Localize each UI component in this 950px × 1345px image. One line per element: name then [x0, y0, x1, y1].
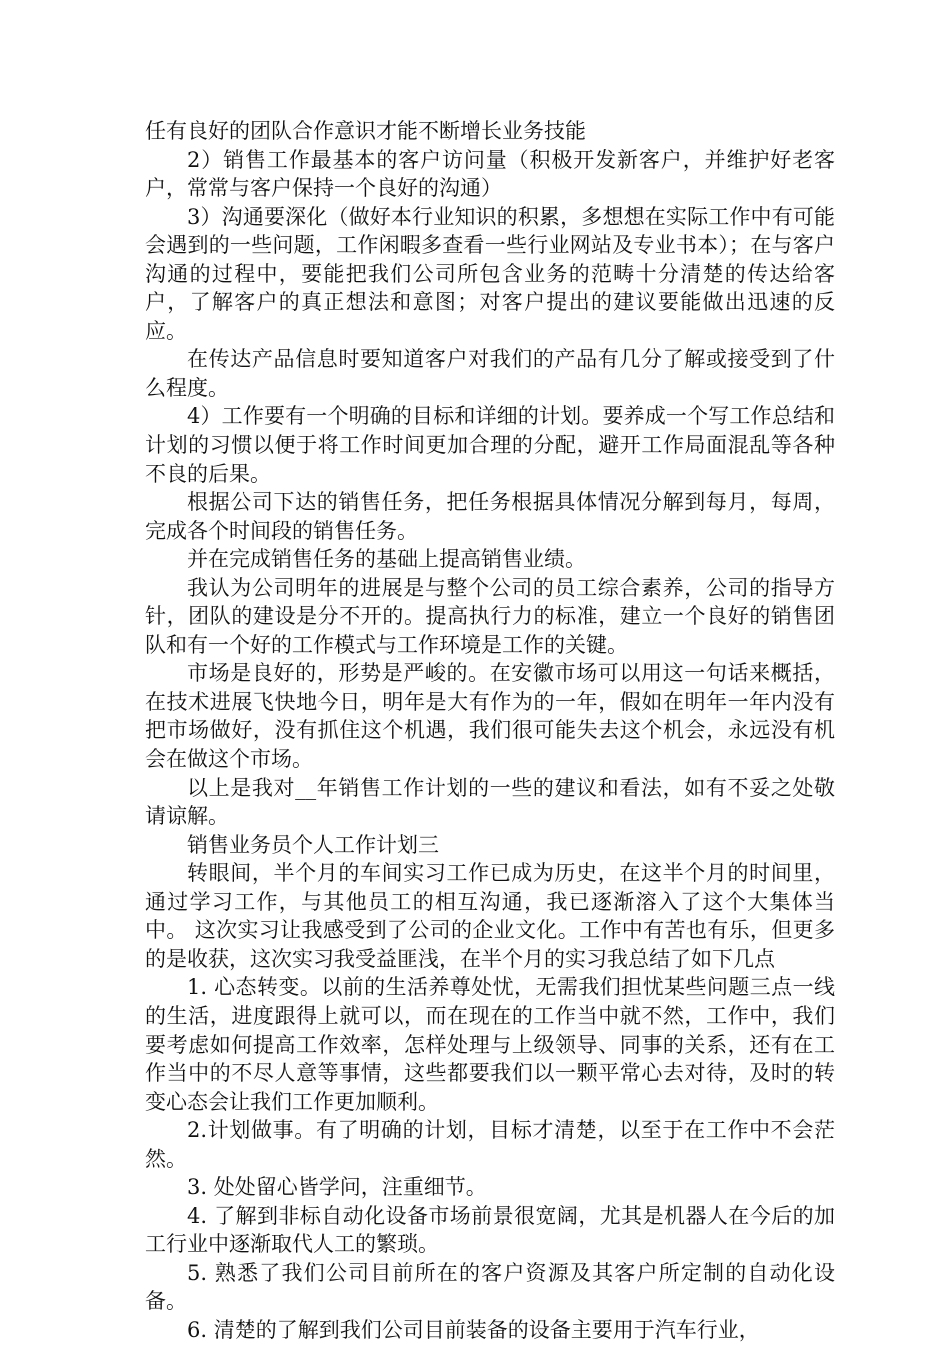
- paragraph: 以上是我对__年销售工作计划的一些的建议和看法，如有不妥之处敬请谅解。: [145, 775, 835, 829]
- paragraph: 6. 清楚的了解到我们公司目前装备的设备主要用于汽车行业，: [187, 1317, 760, 1342]
- paragraph: 3）沟通要深化（做好本行业知识的积累，多想想在实际工作中有可能会遇到的一些问题，工作闲暇多查看一些行业网站及专业书本）；在与客户沟通的过程中，要能把我们公司所包含业务的范畴十分清楚的传达给客户，了解客户的真正想法和意图；对客户提出的建议要能做出迅速的反应。: [145, 204, 835, 343]
- paragraph: 1. 心态转变。以前的生活养尊处忧，无需我们担忧某些问题三点一线的生活，进度跟得上就可以，而在现在的工作当中就不然，工作中，我们要考虑如何提高工作效率，怎样处理与上级领导、同事的关系，还有在工作当中的不尽人意等事情，这些都要我们以一颗平常心去对待，及时的转变心态会让我们工作更加顺利。: [145, 975, 835, 1114]
- paragraph: 销售业务员个人工作计划三: [187, 832, 439, 857]
- paragraph: 转眼间，半个月的车间实习工作已成为历史，在这半个月的时间里，通过学习工作，与其他员工的相互沟通，我已逐渐溶入了这个大集体当中。 这次实习让我感受到了公司的企业文化。工作中有苦也有乐，但更多的是收获，这次实习我受益匪浅，在半个月的实习我总结了如下几点: [145, 861, 835, 971]
- paragraph: 3. 处处留心皆学问，注重细节。: [187, 1175, 487, 1200]
- paragraph: 我认为公司明年的进展是与整个公司的员工综合素养，公司的指导方针，团队的建设是分不开的。提高执行力的标准，建立一个良好的销售团队和有一个好的工作模式与工作环境是工作的关键。: [145, 575, 835, 657]
- paragraph: 任有良好的团队合作意识才能不断增长业务技能: [145, 119, 586, 143]
- paragraph: 4）工作要有一个明确的目标和详细的计划。要养成一个写工作总结和计划的习惯以便于将工作时间更加合理的分配，避开工作局面混乱等各种不良的后果。: [145, 404, 835, 486]
- paragraph: 根据公司下达的销售任务，把任务根据具体情况分解到每月，每周，完成各个时间段的销售任务。: [145, 490, 835, 543]
- paragraph: 2.计划做事。有了明确的计划，目标才清楚，以至于在工作中不会茫然。: [145, 1118, 835, 1171]
- paragraph: 在传达产品信息时要知道客户对我们的产品有几分了解或接受到了什么程度。: [145, 347, 835, 400]
- paragraph: 2）销售工作最基本的客户访问量（积极开发新客户，并维护好老客户，常常与客户保持一个良好的沟通）: [145, 147, 835, 201]
- paragraph: 市场是良好的，形势是严峻的。在安徽市场可以用这一句话来概括，在技术进展飞快地今日，明年是大有作为的一年，假如在明年一年内没有把市场做好，没有抓住这个机遇，我们很可能失去这个机会，永远没有机会在做这个市场。: [145, 661, 835, 772]
- paragraph: 并在完成销售任务的基础上提高销售业绩。: [187, 547, 586, 572]
- document-body: [145, 117, 835, 1345]
- paragraph: 5. 熟悉了我们公司目前所在的客户资源及其客户所定制的自动化设备。: [145, 1260, 835, 1314]
- paragraph: 4. 了解到非标自动化设备市场前景很宽阔，尤其是机器人在今后的加工行业中逐渐取代人工的繁琐。: [145, 1203, 835, 1257]
